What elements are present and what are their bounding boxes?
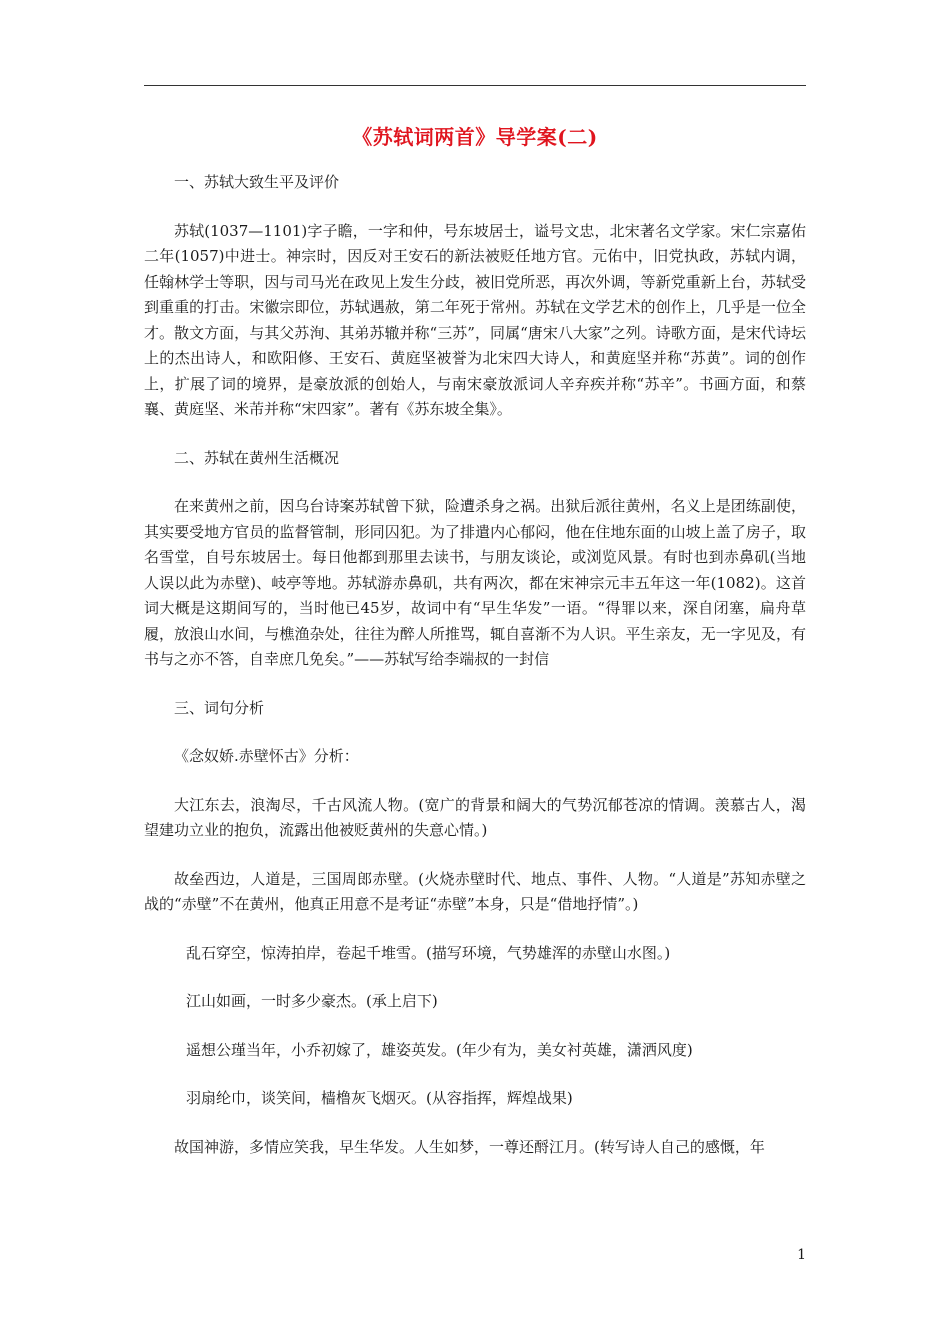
document-body bbox=[144, 170, 806, 1182]
section-heading-3: 三、词句分析 bbox=[174, 698, 265, 717]
section-body-1: 苏轼(1037—1101)字子瞻，一字和仲，号东坡居士，谥号文忠，北宋著名文学家。宋仁宗嘉佑二年(1057)中进士。神宗时，因反对王安石的新法被贬任地方官。元佑中，旧党执政，苏轼内调，任翰林学士等职，因与司马光在政见上发生分歧，被旧党所恶，再次外调，等新党重新上台，苏轼受到重重的打击。宋徽宗即位，苏轼遇赦，第二年死于常州。苏轼在文学艺术的创作上，几乎是一位全才。散文方面，与其父苏洵、其弟苏辙并称“三苏”，同属“唐宋八大家”之列。诗歌方面，是宋代诗坛上的杰出诗人，和欧阳修、王安石、黄庭坚被誉为北宋四大诗人，和黄庭坚并称“苏黄”。词的创作上，扩展了词的境界，是豪放派的创始人，与南宋豪放派词人辛弃疾并称“苏辛”。书画方面，和蔡襄、黄庭坚、米芾并称“宋四家”。著有《苏东坡全集》。 bbox=[144, 221, 806, 418]
analysis-line: 遥想公瑾当年，小乔初嫁了，雄姿英发。(年少有为，美女衬英雄，潇洒风度) bbox=[186, 1040, 693, 1059]
section-heading-2: 二、苏轼在黄州生活概况 bbox=[174, 448, 340, 467]
analysis-subtitle: 《念奴娇.赤壁怀古》分析： bbox=[174, 747, 359, 765]
analysis-line: 大江东去，浪淘尽，千古风流人物。(宽广的背景和阔大的气势沉郁苍凉的情调。羡慕古人，渴望建功立业的抱负，流露出他被贬黄州的失意心情。) bbox=[144, 795, 806, 839]
analysis-line: 江山如画，一时多少豪杰。(承上启下) bbox=[186, 992, 438, 1010]
analysis-line: 故垒西边，人道是，三国周郎赤壁。(火烧赤壁时代、地点、事件、人物。“人道是”苏知赤壁之战的“赤壁”不在黄州，他真正用意不是考证“赤壁”本身，只是“借地抒情”。) bbox=[144, 869, 806, 913]
analysis-line: 乱石穿空，惊涛拍岸，卷起千堆雪。(描写环境，气势雄浑的赤壁山水图。) bbox=[186, 943, 671, 962]
section-body-2: 在来黄州之前，因乌台诗案苏轼曾下狱，险遭杀身之祸。出狱后派往黄州，名义上是团练副使，其实要受地方官员的监督管制，形同囚犯。为了排遣内心郁闷，他在住地东面的山坡上盖了房子，取名雪堂，自号东坡居士。每日他都到那里去读书，与朋友谈论，或浏览风景。有时也到赤鼻矶(当地人误以此为赤壁)、岐亭等地。苏轼游赤鼻矶，共有两次，都在宋神宗元丰五年这一年(1082)。这首词大概是这期间写的，当时他已45岁，故词中有“早生华发”一语。“得罪以来，深自闭塞，扁舟草履，放浪山水间，与樵渔杂处，往往为醉人所推骂，辄自喜渐不为人识。平生亲友，无一字见及，有书与之亦不答，自幸庶几免矣。”——苏轼写给李端叔的一封信 bbox=[144, 497, 806, 668]
header-rule bbox=[144, 85, 806, 86]
analysis-line: 故国神游，多情应笑我，早生华发。人生如梦，一尊还酹江月。(转写诗人自己的感慨，年 bbox=[174, 1137, 765, 1156]
section-heading-1: 一、苏轼大致生平及评价 bbox=[174, 173, 340, 191]
page-title: 《苏轼词两首》导学案(二) bbox=[352, 125, 598, 149]
page-number: 1 bbox=[797, 1247, 806, 1263]
analysis-line: 羽扇纶巾，谈笑间，樯橹灰飞烟灭。(从容指挥，辉煌战果) bbox=[186, 1089, 573, 1107]
